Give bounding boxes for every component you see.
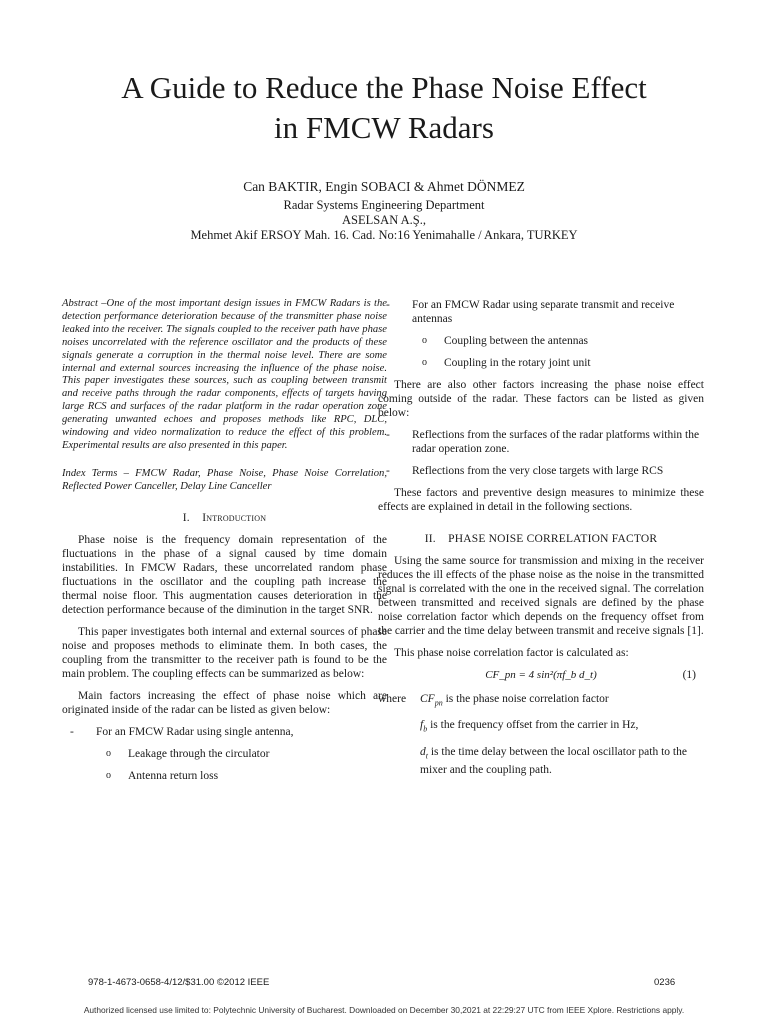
title-line-2: in FMCW Radars	[274, 110, 494, 145]
paper-title	[0, 68, 768, 148]
list-item-reflections-platform	[378, 428, 704, 456]
list-item-text: For an FMCW Radar using separate transmit and receive antennas	[412, 299, 675, 325]
section-1-heading	[62, 511, 387, 525]
list-item-reflections-targets	[378, 464, 704, 478]
footer-identifier: 978-1-4673-0658-4/12/$31.00 ©2012 IEEE	[88, 977, 270, 988]
sublist-item-return-loss	[106, 769, 387, 783]
sublist-item-between-antennas	[422, 334, 704, 348]
definition-text: is the time delay between the local oscillator path to the mixer and the coupling path.	[420, 745, 687, 776]
section-2-number: II.	[424, 533, 436, 545]
definition-dt: $d_t$ is the time delay between the local oscillator path to the mixer and the coupling path.	[420, 745, 687, 776]
index-terms: Index Terms – FMCW Radar, Phase Noise, Phase Noise Correlation, Reflected Power Canceller, Delay Line Canceller	[62, 467, 387, 492]
section-2-heading	[378, 532, 704, 546]
sublist-item-text: Coupling in the rotary joint unit	[444, 357, 591, 369]
sublist-item-circulator	[106, 747, 387, 761]
equation-1	[378, 668, 704, 682]
definition-cf	[378, 692, 704, 710]
section-1-title: Introduction	[202, 511, 267, 524]
section-1-number: I.	[182, 511, 190, 524]
where-label: where	[378, 693, 407, 705]
equation-body: CF_pn = 4 sin²(πf_b d_t)	[485, 669, 597, 681]
authors: Can BAKTIR, Engin SOBACI & Ahmet DÖNMEZ	[243, 179, 525, 194]
sublist-item-text: Coupling between the antennas	[444, 335, 589, 347]
circle-bullet: o	[422, 335, 427, 346]
title-line-1: A Guide to Reduce the Phase Noise Effect	[121, 70, 647, 105]
equation-number: (1)	[682, 669, 696, 681]
page-number: 0236	[654, 977, 676, 988]
same-source-paragraph: Using the same source for transmission and mixing in the receiver reduces the ill effects of the phase noise as the noise in the transmitted signal is correlated with the one in the received signal. The correlation between transmitted and received signals are defined by the phase noise correlation factor which depends on the frequency offset from the carrier and the time delay between transmit and receive signals [1].	[378, 555, 704, 637]
dash-bullet: -	[386, 465, 390, 477]
circle-bullet: o	[106, 747, 111, 759]
sublist-item-text: Leakage through the circulator	[128, 747, 270, 760]
definition-fb: $f_b$ is the frequency offset from the carrier in Hz,	[420, 719, 639, 734]
list-item-single-antenna	[62, 725, 387, 739]
intro-paragraph-3: Main factors increasing the effect of phase noise which are originated inside of the radar can be listed as given below:	[62, 689, 387, 716]
dash-bullet: -	[70, 725, 74, 738]
preventive-paragraph: These factors and preventive design measures to minimize these effects are explained in detail in the following sections.	[378, 487, 704, 513]
circle-bullet: o	[422, 357, 427, 368]
definition-text: is the frequency offset from the carrier in Hz,	[430, 719, 639, 732]
intro-paragraph-2: This paper investigates both internal and external sources of phase noise and proposes methods to eliminate them. In both cases, the coupling from the transmitter to the receiver path is found to be the main problem. The coupling effects can be summarized as below:	[62, 625, 387, 680]
right-column	[378, 298, 704, 785]
list-item-separate-antennas	[378, 298, 704, 326]
affiliation-organization: ASELSAN A.Ş.,	[341, 213, 427, 227]
intro-paragraph-1: Phase noise is the frequency domain representation of the fluctuations in the phase of a signal caused by time domain instabilities. In FMCW Radars, these uncorrelated random phase fluctuations in the oscillator and the coupling path increase the thermal noise floor. This augmentation causes deterioration in the detection performance because of the diminution in the target SNR.	[62, 533, 387, 616]
left-column	[62, 298, 387, 791]
list-item-text: For an FMCW Radar using single antenna,	[96, 725, 294, 738]
other-factors-paragraph: There are also other factors increasing the phase noise effect coming outside of the radar. These factors can be listed as given below:	[378, 379, 704, 419]
definition-text: $CF_{pn}$ is the phase noise correlation factor	[420, 693, 609, 708]
sublist-item-text: Antenna return loss	[128, 769, 219, 782]
list-item-text: Reflections from the very close targets with large RCS	[412, 465, 664, 477]
affiliation-department: Radar Systems Engineering Department	[283, 198, 485, 212]
list-item-text: Reflections from the surfaces of the radar platforms within the radar operation zone.	[412, 429, 700, 455]
dash-bullet: -	[386, 429, 390, 441]
affiliation	[0, 198, 768, 243]
section-2-title: PHASE NOISE CORRELATION FACTOR	[448, 533, 658, 545]
sublist-item-rotary-joint	[422, 356, 704, 370]
affiliation-address: Mehmet Akif ERSOY Mah. 16. Cad. No:16 Yenimahalle / Ankara, TURKEY	[190, 228, 578, 242]
abstract: Abstract –One of the most important design issues in FMCW Radars is the detection performance deterioration because of the transmitter phase noise leaked into the receiver. The signals coupled to the receiver path have phase noises uncorrelated with the reference oscillator and the products of these signals generate a corruption in the thermal noise level. There are some internal and external sources increasing the influence of the phase noise. This paper investigates these sources, such as coupling between transmit and receive paths through the radar components, effects of targets having large RCS and surfaces of the radar platform in the radar operation zone generating unwanted echoes and proposes methods like RPC, DLC, windowing and video normalization to reduce the effect of this problem. Experimental results are also presented in this paper.	[62, 298, 387, 451]
dash-bullet: -	[386, 299, 390, 311]
calculated-paragraph: This phase noise correlation factor is calculated as:	[394, 647, 629, 659]
circle-bullet: o	[106, 769, 111, 781]
license-notice: Authorized licensed use limited to: Polytechnic University of Bucharest. Downloaded on December 30,2021 at 22:29:27 UTC from IEEE Xplore. Restrictions apply.	[83, 1005, 685, 1015]
